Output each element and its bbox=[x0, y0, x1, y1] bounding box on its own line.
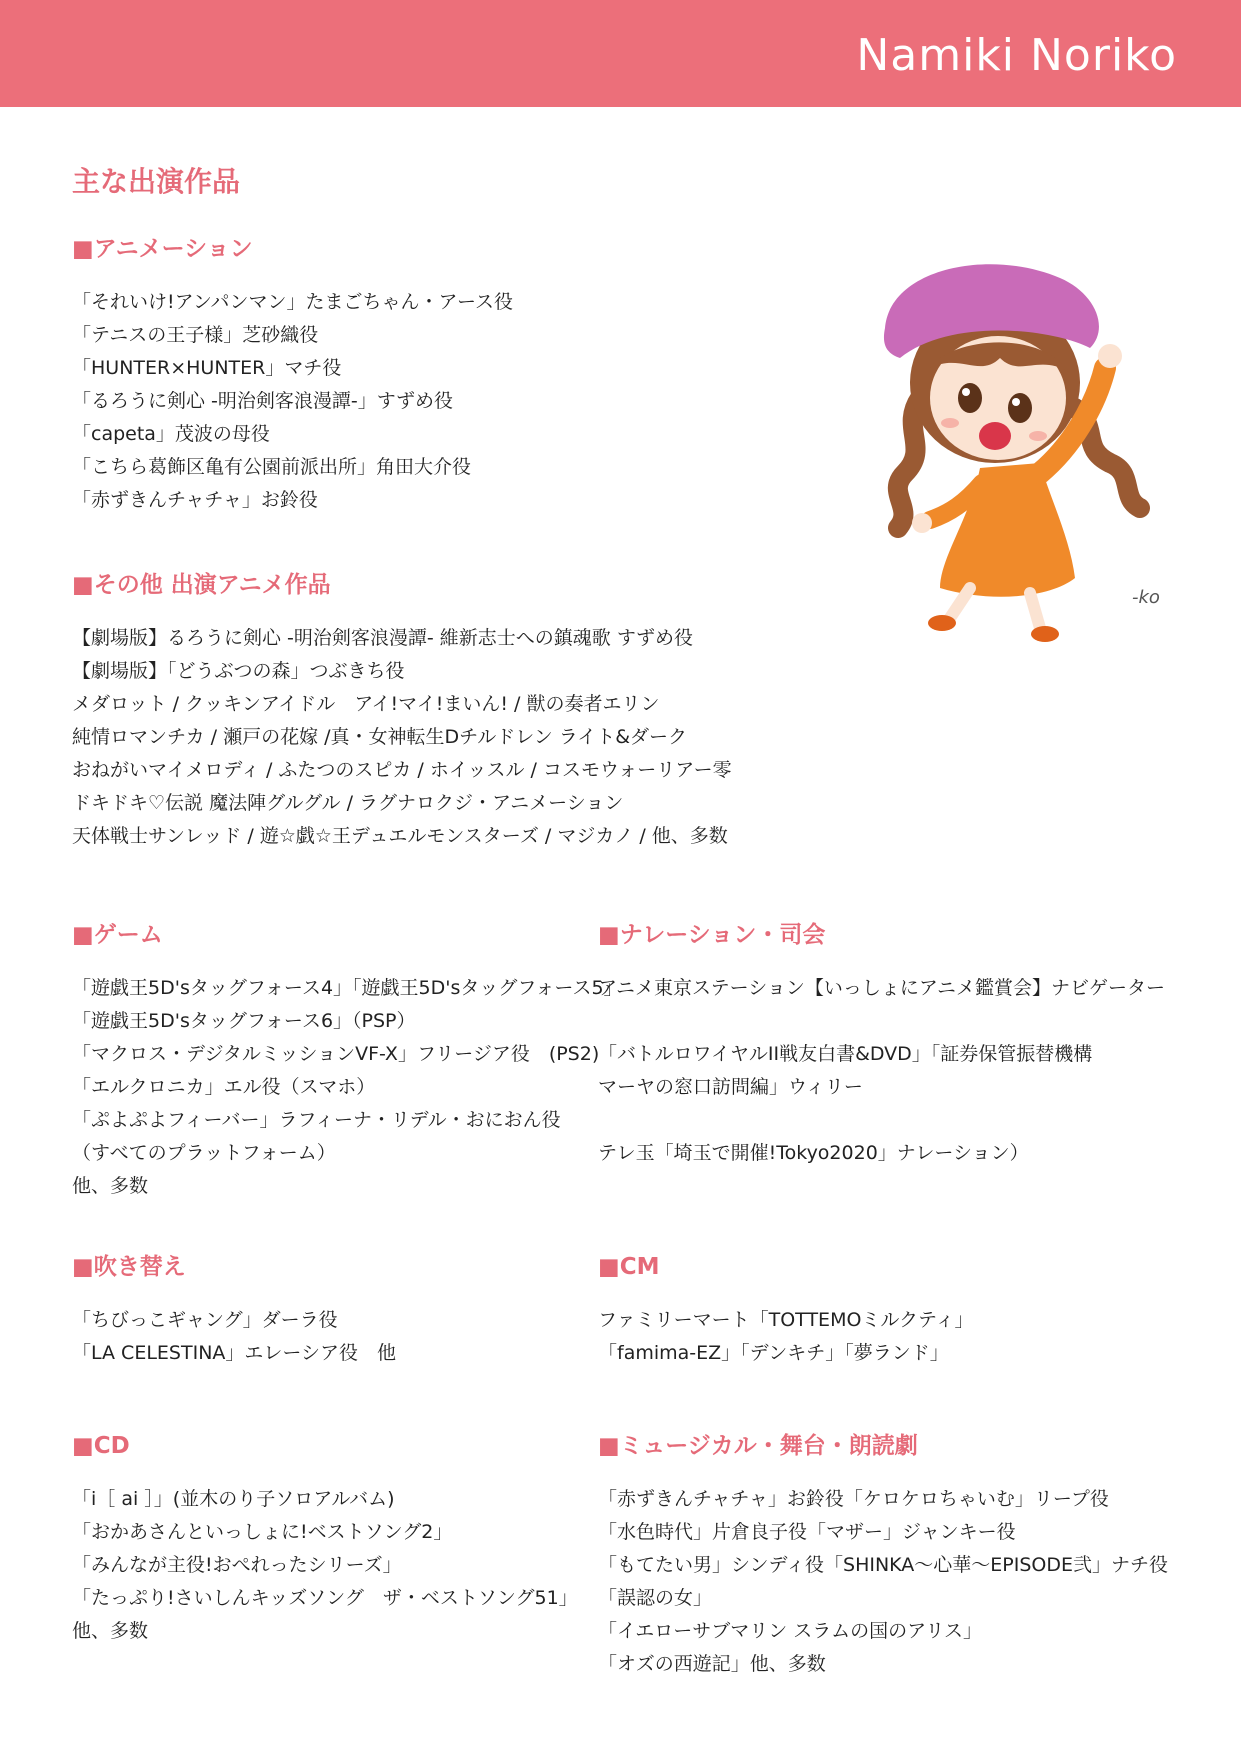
list-item: 「マクロス・デジタルミッションVF-X」フリージア役 (PS2) bbox=[72, 1043, 600, 1065]
list-item: 「遊戯王5D'sタッグフォース4」「遊戯王5D'sタッグフォース5」 bbox=[72, 977, 623, 999]
list-item: 「誤認の女」 bbox=[598, 1587, 713, 1609]
character-illustration bbox=[870, 258, 1200, 648]
list-item: 「テニスの王子様」芝砂織役 bbox=[72, 324, 319, 346]
list-item: ファミリーマート「TOTTEMOミルクティ」 bbox=[598, 1309, 974, 1331]
list-item: 「おかあさんといっしょに!ベストソング2」 bbox=[72, 1521, 453, 1543]
spacer bbox=[598, 1005, 1165, 1038]
section-game bbox=[72, 920, 623, 1203]
list-item: 「i［ ai ］」(並木のり子ソロアルバム) bbox=[72, 1488, 395, 1510]
cm-list bbox=[598, 1304, 974, 1370]
list-item: 天体戦士サンレッド / 遊☆戯☆王デュエルモンスターズ / マジカノ / 他、多数 bbox=[72, 825, 728, 847]
list-item: アニメ東京ステーション【いっしょにアニメ鑑賞会】ナビゲーター bbox=[598, 977, 1165, 999]
section-title-other-anime: ■その他 出演アニメ作品 bbox=[72, 572, 331, 598]
musical-list bbox=[598, 1483, 1168, 1681]
list-item: 「capeta」茂波の母役 bbox=[72, 423, 270, 445]
list-item: 【劇場版】るろうに剣心 -明治剣客浪漫譚- 維新志士への鎮魂歌 すずめ役 bbox=[72, 627, 694, 649]
section-anime bbox=[72, 234, 513, 517]
section-title-musical: ■ミュージカル・舞台・朗読劇 bbox=[598, 1433, 918, 1459]
list-item: 「famima-EZ」「デンキチ」「夢ランド」 bbox=[598, 1342, 949, 1364]
list-item: おねがいマイメロディ / ふたつのスピカ / ホイッスル / コスモウォーリアー零 bbox=[72, 759, 732, 781]
list-item: 【劇場版】「どうぶつの森」つぶきち役 bbox=[72, 660, 405, 682]
game-list bbox=[72, 972, 623, 1203]
header-name: Namiki Noriko bbox=[856, 30, 1177, 81]
list-item: 他、多数 bbox=[72, 1620, 149, 1642]
list-item: 「ちびっこギャング」ダーラ役 bbox=[72, 1309, 338, 1331]
narration-list bbox=[598, 972, 1165, 1170]
header-banner bbox=[0, 0, 1241, 107]
section-title-cd: ■CD bbox=[72, 1433, 130, 1459]
section-title-dubbing: ■吹き替え bbox=[72, 1254, 186, 1280]
list-item: 純情ロマンチカ / 瀬戸の花嫁 /真・女神転生Dチルドレン ライト&ダーク bbox=[72, 726, 688, 748]
list-item: 「赤ずきんチャチャ」お鈴役 bbox=[72, 489, 318, 511]
section-title-narration: ■ナレーション・司会 bbox=[598, 922, 826, 948]
section-cd bbox=[72, 1431, 578, 1648]
spacer bbox=[598, 1104, 1165, 1137]
list-item: 「エルクロニカ」エル役（スマホ） bbox=[72, 1076, 376, 1098]
section-dubbing bbox=[72, 1252, 396, 1370]
list-item: 「水色時代」片倉良子役「マザー」ジャンキー役 bbox=[598, 1521, 1016, 1543]
list-item: 「オズの西遊記」他、多数 bbox=[598, 1653, 826, 1675]
list-item: 「みんなが主役!おぺれったシリーズ」 bbox=[72, 1554, 402, 1576]
list-item: 「それいけ!アンパンマン」たまごちゃん・アース役 bbox=[72, 291, 514, 313]
list-item: テレ玉「埼玉で開催!Tokyo2020」ナレーション） bbox=[598, 1142, 1029, 1164]
other-anime-list bbox=[72, 622, 732, 853]
list-item: 「LA CELESTINA」エレーシア役 他 bbox=[72, 1342, 397, 1364]
list-item: 「こちら葛飾区亀有公園前派出所」角田大介役 bbox=[72, 456, 472, 478]
section-musical bbox=[598, 1431, 1168, 1681]
section-title-anime: ■アニメーション bbox=[72, 236, 253, 262]
list-item: ドキドキ♡伝説 魔法陣グルグル / ラグナロクジ・アニメーション bbox=[72, 792, 624, 814]
list-item: 「たっぷり!さいしんキッズソング ザ・ベストソング51」 bbox=[72, 1587, 578, 1609]
section-cm bbox=[598, 1252, 974, 1370]
page-title: 主な出演作品 bbox=[72, 165, 241, 198]
character-drawing bbox=[870, 258, 1200, 648]
list-item: 「イエローサブマリン スラムの国のアリス」 bbox=[598, 1620, 982, 1642]
list-item: 「ぷよぷよフィーバー」ラフィーナ・リデル・おにおん役 bbox=[72, 1109, 561, 1131]
list-item: 「るろうに剣心 -明治剣客浪漫譚-」すずめ役 bbox=[72, 390, 453, 412]
list-item: 「HUNTER×HUNTER」マチ役 bbox=[72, 357, 342, 379]
list-item: メダロット / クッキンアイドル アイ!マイ!まいん! / 獣の奏者エリン bbox=[72, 693, 660, 715]
section-narration bbox=[598, 920, 1165, 1170]
list-item: 「バトルロワイヤルII戦友白書&DVD」「証券保管振替機構 bbox=[598, 1043, 1093, 1065]
list-item: 「赤ずきんチャチャ」お鈴役「ケロケロちゃいむ」リープ役 bbox=[598, 1488, 1109, 1510]
list-item: 「もてたい男」シンディ役「SHINKA〜心華〜EPISODE弐」ナチ役 bbox=[598, 1554, 1169, 1576]
section-other-anime bbox=[72, 570, 732, 853]
list-item: マーヤの窓口訪問編」ウィリー bbox=[598, 1076, 863, 1098]
list-item: 「遊戯王5D'sタッグフォース6」（PSP） bbox=[72, 1010, 416, 1032]
list-item: 他、多数 bbox=[72, 1175, 149, 1197]
anime-list bbox=[72, 286, 513, 517]
cd-list bbox=[72, 1483, 578, 1648]
signature: -ko bbox=[1132, 587, 1160, 608]
list-item: （すべてのプラットフォーム） bbox=[72, 1142, 336, 1164]
section-title-game: ■ゲーム bbox=[72, 922, 163, 948]
section-title-cm: ■CM bbox=[598, 1254, 660, 1280]
dubbing-list bbox=[72, 1304, 396, 1370]
